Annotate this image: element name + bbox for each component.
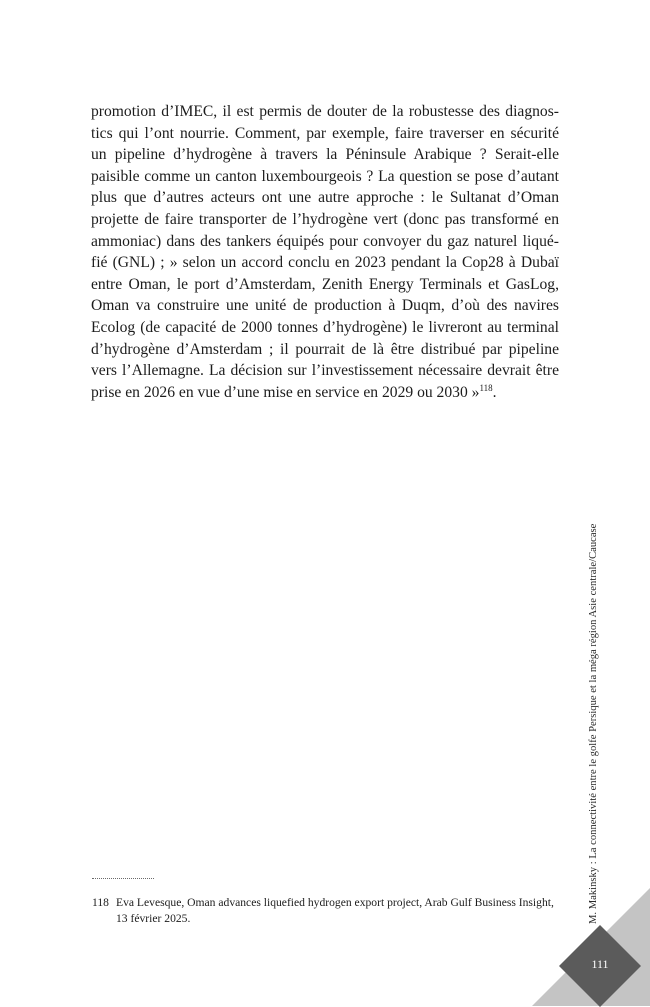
text-line: ammoniac) dans des tankers équipés pour convoyer du gaz naturel liqué- <box>91 232 559 250</box>
text-line: plus que d’autres acteurs ont une autre approche : le Sultanat d’Oman <box>91 189 559 207</box>
main-paragraph <box>91 101 559 403</box>
text-line: Ecolog (de capacité de 2000 tonnes d’hydrogène) le livreront au terminal <box>91 318 559 336</box>
text-line: tics qui l’ont nourrie. Comment, par exemple, faire traverser en sécurité <box>91 124 559 142</box>
footnote-reference[interactable]: 118 <box>479 382 493 393</box>
text-line: Oman va construire une unité de production à Duqm, d’où des navires <box>91 297 559 315</box>
text-line: vers l’Allemagne. La décision sur l’investissement nécessaire devrait être <box>91 362 559 380</box>
closing-punctuation: . <box>492 383 497 401</box>
footnote <box>92 895 562 926</box>
footnote-separator <box>92 878 154 879</box>
text-line: promotion d’IMEC, il est permis de douter de la robustesse des diagnos- <box>91 103 559 120</box>
text-line: fié (GNL) ; » selon un accord conclu en 2023 pendant la Cop28 à Dubaï <box>91 254 559 272</box>
text-line: projette de faire transporter de l’hydrogène vert (donc pas transformé en <box>91 210 559 228</box>
text-line: d’hydrogène d’Amsterdam ; il pourrait de là être distribué par pipeline <box>91 340 559 358</box>
text-line: entre Oman, le port d’Amsterdam, Zenith Energy Terminals et GasLog, <box>91 275 559 293</box>
footnote-number: 118 <box>92 896 109 909</box>
text-line: paisible comme un canton luxembourgeois ? La question se pose d’autant <box>91 167 559 185</box>
text-line: un pipeline d’hydrogène à travers la Péninsule Arabique ? Serait-elle <box>91 146 559 164</box>
text-line: prise en 2026 en vue d’une mise en service en 2029 ou 2030 » <box>91 383 480 401</box>
footnote-text: Eva Levesque, Oman advances liquefied hydrogen export project, Arab Gulf Business Insight, 13 février 2025. <box>116 896 554 925</box>
page-number: 111 <box>591 957 609 971</box>
running-head: M. Makinsky : La connectivité entre le golfe Persique et la méga région Asie centrale/Caucase <box>588 523 599 924</box>
text-line-last <box>91 382 559 404</box>
